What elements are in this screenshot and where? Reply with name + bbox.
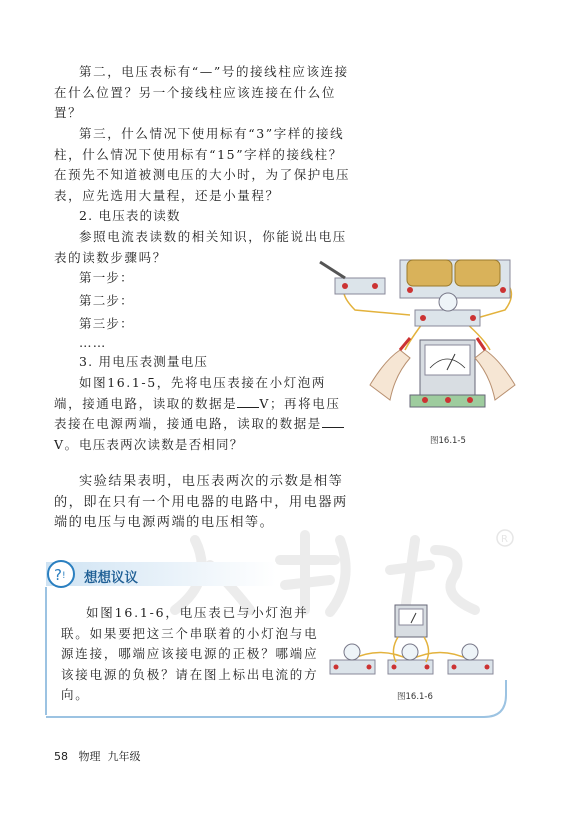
svg-text:!: ! [62, 571, 66, 581]
measure-text-a: 如图16.1-5，先将电压表接在小灯泡两端，接通电路，读取的数据是 [54, 375, 327, 411]
paragraph-reading-question: 参照电流表读数的相关知识，你能说出电压表的读数步骤吗？ [54, 229, 347, 265]
page-number: 58 [54, 750, 68, 763]
measure-text-c: V。 [54, 436, 79, 452]
heading-measure-voltage: 3. 用电压表测量电压 [79, 354, 209, 369]
discussion-title: 想想议议 [84, 570, 138, 586]
paragraph-conclusion: 实验结果表明，电压表两次的示数是相等的，即在只有一个用电器的电路中，用电器两端的电压与电源两端的电压相等。 [54, 474, 348, 530]
measure-text-b: V；再将电压表接在电源两端，接通电路，读取的数据是 [54, 395, 341, 431]
step-ellipsis: …… [79, 335, 107, 350]
footer-grade: 九年级 [107, 750, 141, 763]
page-footer [54, 748, 141, 764]
step-1: 第一步： [79, 270, 134, 285]
svg-text:R: R [501, 534, 508, 545]
discussion-banner [46, 562, 276, 586]
svg-text:?: ? [54, 566, 62, 584]
figure-16-1-5-caption: 图16.1-5 [430, 436, 466, 446]
step-2: 第二步： [79, 293, 134, 308]
figure-16-1-5-illustration [315, 250, 530, 430]
figure-16-1-6-illustration [320, 600, 510, 690]
paragraph-second-question: 第二，电压表标有“—”号的接线柱应该连接在什么位置？另一个接线柱应该连接在什么位置？ [54, 64, 349, 120]
paragraph-compare-question: 电压表两次读数是否相同？ [79, 437, 244, 452]
answer-blank-1[interactable] [237, 395, 259, 408]
heading-voltmeter-reading: 2. 电压表的读数 [79, 208, 181, 223]
figure-16-1-6-caption: 图16.1-6 [397, 692, 433, 702]
step-3: 第三步： [79, 316, 134, 331]
footer-subject: 物理 [78, 750, 101, 763]
paragraph-third-question: 第三，什么情况下使用标有“3”字样的接线柱，什么情况下使用标有“15”字样的接线柱？在预先不知道被测电压的大小时，为了保护电压表，应先选用大量程，还是小量程？ [54, 126, 351, 203]
discussion-text: 如图16.1-6，电压表已与小灯泡并联。如果要把这三个串联着的小灯泡与电源连接，哪端应该接电源的正极？哪端应该接电源的负极？请在图上标出电流的方向。 [61, 605, 319, 702]
